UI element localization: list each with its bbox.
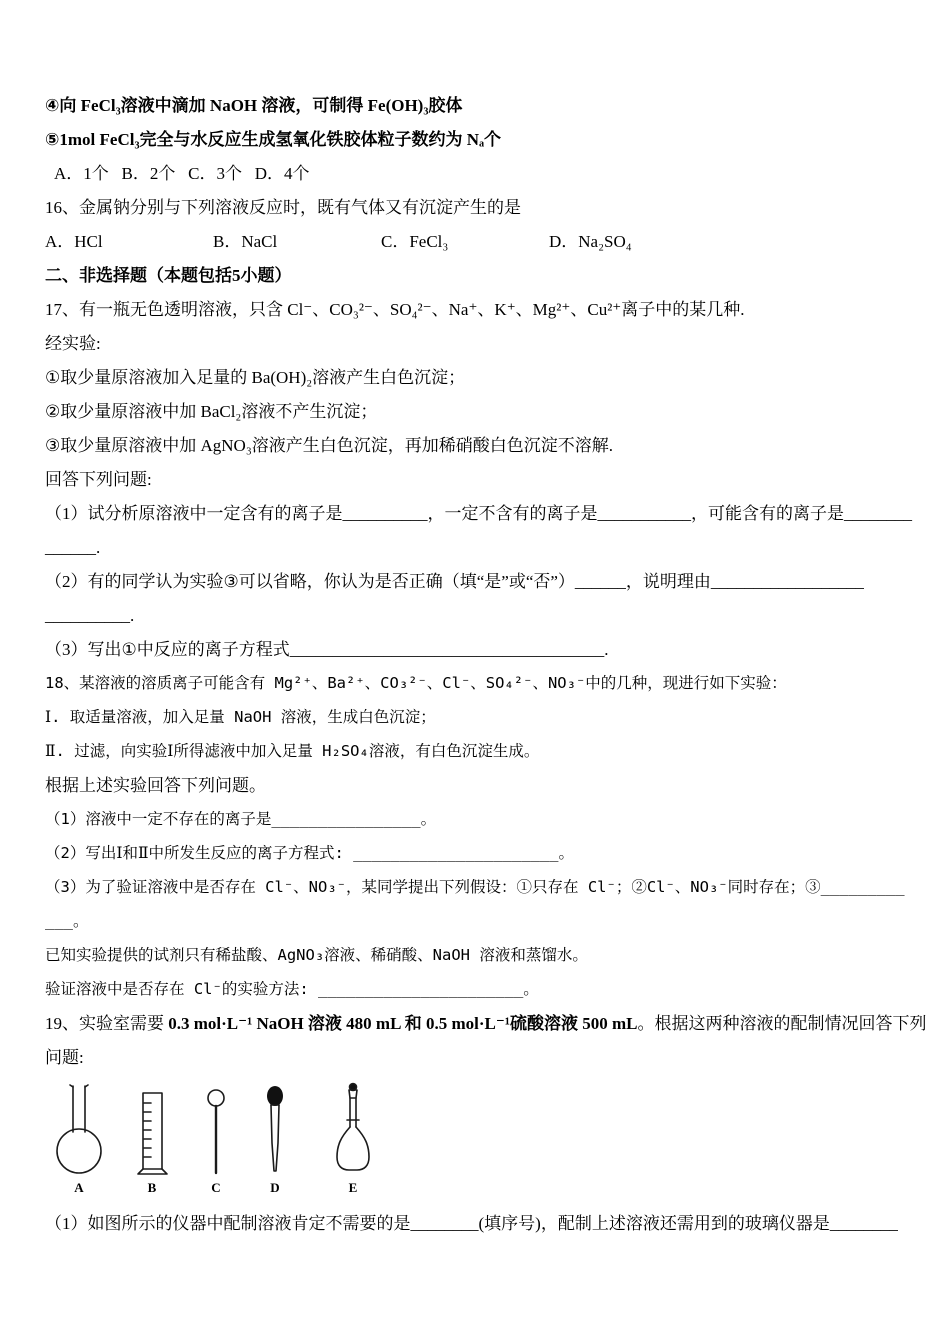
q18-stem: 18、某溶液的溶质离子可能含有 Mg²⁺、Ba²⁺、CO₃²⁻、Cl⁻、SO₄²⁻、NO₃⁻中的几种，现进行如下实验： (45, 674, 787, 692)
q18-sub2: （2）写出Ⅰ和Ⅱ中所发生反应的离子方程式: ______________________。 (45, 844, 574, 862)
q17-sub2-continuation: __________. (45, 606, 135, 625)
q16-option-c: C．FeCl₃ (381, 232, 449, 251)
q18-sub3: （3）为了验证溶液中是否存在 Cl⁻、NO₃⁻，某同学提出下列假设：①只存在 Cl⁻；②Cl⁻、NO₃⁻同时存在；③_________ (45, 878, 905, 896)
q16-option-a: A．HCl (45, 232, 103, 251)
lab-equipment-figure (53, 1081, 915, 1197)
q18-experiment-2: Ⅱ. 过滤，向实验Ⅰ所得滤液中加入足量 H₂SO₄溶液，有白色沉淀生成。 (45, 742, 540, 760)
q15-statement-5: ⑤1mol FeCl₃完全与水反应生成氢氧化铁胶体粒子数约为 Nₐ个 (45, 130, 502, 149)
q17-experiment-intro: 经实验: (45, 334, 101, 353)
q18-answer-intro: 根据上述实验回答下列问题。 (45, 776, 266, 795)
volumetric-flask-icon (337, 1084, 369, 1171)
equipment-label-d: D (270, 1180, 280, 1195)
q16-option-b: B．NaCl (213, 232, 278, 251)
equipment-label-b: B (147, 1180, 157, 1195)
round-bottom-flask-icon (57, 1085, 101, 1173)
q16-stem: 16、金属钠分别与下列溶液反应时，既有气体又有沉淀产生的是 (45, 198, 521, 217)
q17-answer-intro: 回答下列问题: (45, 470, 152, 489)
ring-glass-stirrer-icon (208, 1090, 224, 1173)
graduated-cylinder-icon (138, 1093, 167, 1174)
q17-sub2: （2）有的同学认为实验③可以省略，你认为是否正确（填“是”或“否”）______，说明理由__________________ (45, 572, 864, 591)
q19-stem-pre: 19、实验室需要 (45, 1014, 169, 1033)
q17-experiment-3: ③取少量原溶液中加 AgNO₃溶液产生白色沉淀，再加稀硝酸白色沉淀不溶解. (45, 436, 613, 455)
lab-equipment-drawing (53, 1081, 388, 1197)
q18-verify-method: 验证溶液中是否存在 Cl⁻的实验方法: ______________________。 (45, 980, 539, 998)
q19-stem-continuation: 问题: (45, 1048, 84, 1067)
q18-experiment-1: Ⅰ. 取适量溶液，加入足量 NaOH 溶液，生成白色沉淀； (45, 708, 436, 726)
q17-sub1-continuation: ______. (45, 538, 101, 557)
q19-sub1: （1）如图所示的仪器中配制溶液肯定不需要的是________(填序号)，配制上述溶液还需用到的玻璃仪器是________ (45, 1214, 898, 1233)
q16-options (45, 231, 915, 252)
q18-sub3-continuation: ___。 (45, 912, 89, 930)
q17-sub1: （1）试分析原溶液中一定含有的离子是__________，一定不含有的离子是___________，可能含有的离子是________ (45, 504, 912, 523)
q17-sub3: （3）写出①中反应的离子方程式_____________________________________. (45, 640, 609, 659)
equipment-label-c: C (211, 1180, 221, 1195)
q17-stem: 17、有一瓶无色透明溶液，只含 Cl⁻、CO₃²⁻、SO₄²⁻、Na⁺、K⁺、Mg²⁺、Cu²⁺离子中的某几种. (45, 300, 745, 319)
dropper-icon (267, 1086, 283, 1171)
q19-stem-values: 0.3 mol·L⁻¹ NaOH 溶液 480 mL 和 0.5 mol·L⁻¹硫酸溶液 500 mL (168, 1014, 638, 1033)
section-2-heading: 二、非选择题（本题包括5小题） (45, 266, 292, 285)
q19-stem-post: 。根据这两种溶液的配制情况回答下列 (637, 1014, 927, 1033)
q15-statement-4: ④向 FeCl₃溶液中滴加 NaOH 溶液，可制得 Fe(OH)₃胶体 (45, 96, 463, 115)
q15-choices: A．1个 B．2个 C．3个 D．4个 (54, 164, 310, 183)
q18-sub1: （1）溶液中一定不存在的离子是________________。 (45, 810, 437, 828)
q19-stem (45, 1013, 927, 1034)
equipment-label-e: E (348, 1180, 358, 1195)
q17-experiment-1: ①取少量原溶液加入足量的 Ba(OH)₂溶液产生白色沉淀； (45, 368, 466, 387)
q18-reagents-note: 已知实验提供的试剂只有稀盐酸、AgNO₃溶液、稀硝酸、NaOH 溶液和蒸馏水。 (45, 946, 588, 964)
equipment-label-a: A (74, 1180, 84, 1195)
q16-option-d: D．Na₂SO₄ (549, 232, 632, 251)
q17-experiment-2: ②取少量原溶液中加 BaCl₂溶液不产生沉淀； (45, 402, 378, 421)
